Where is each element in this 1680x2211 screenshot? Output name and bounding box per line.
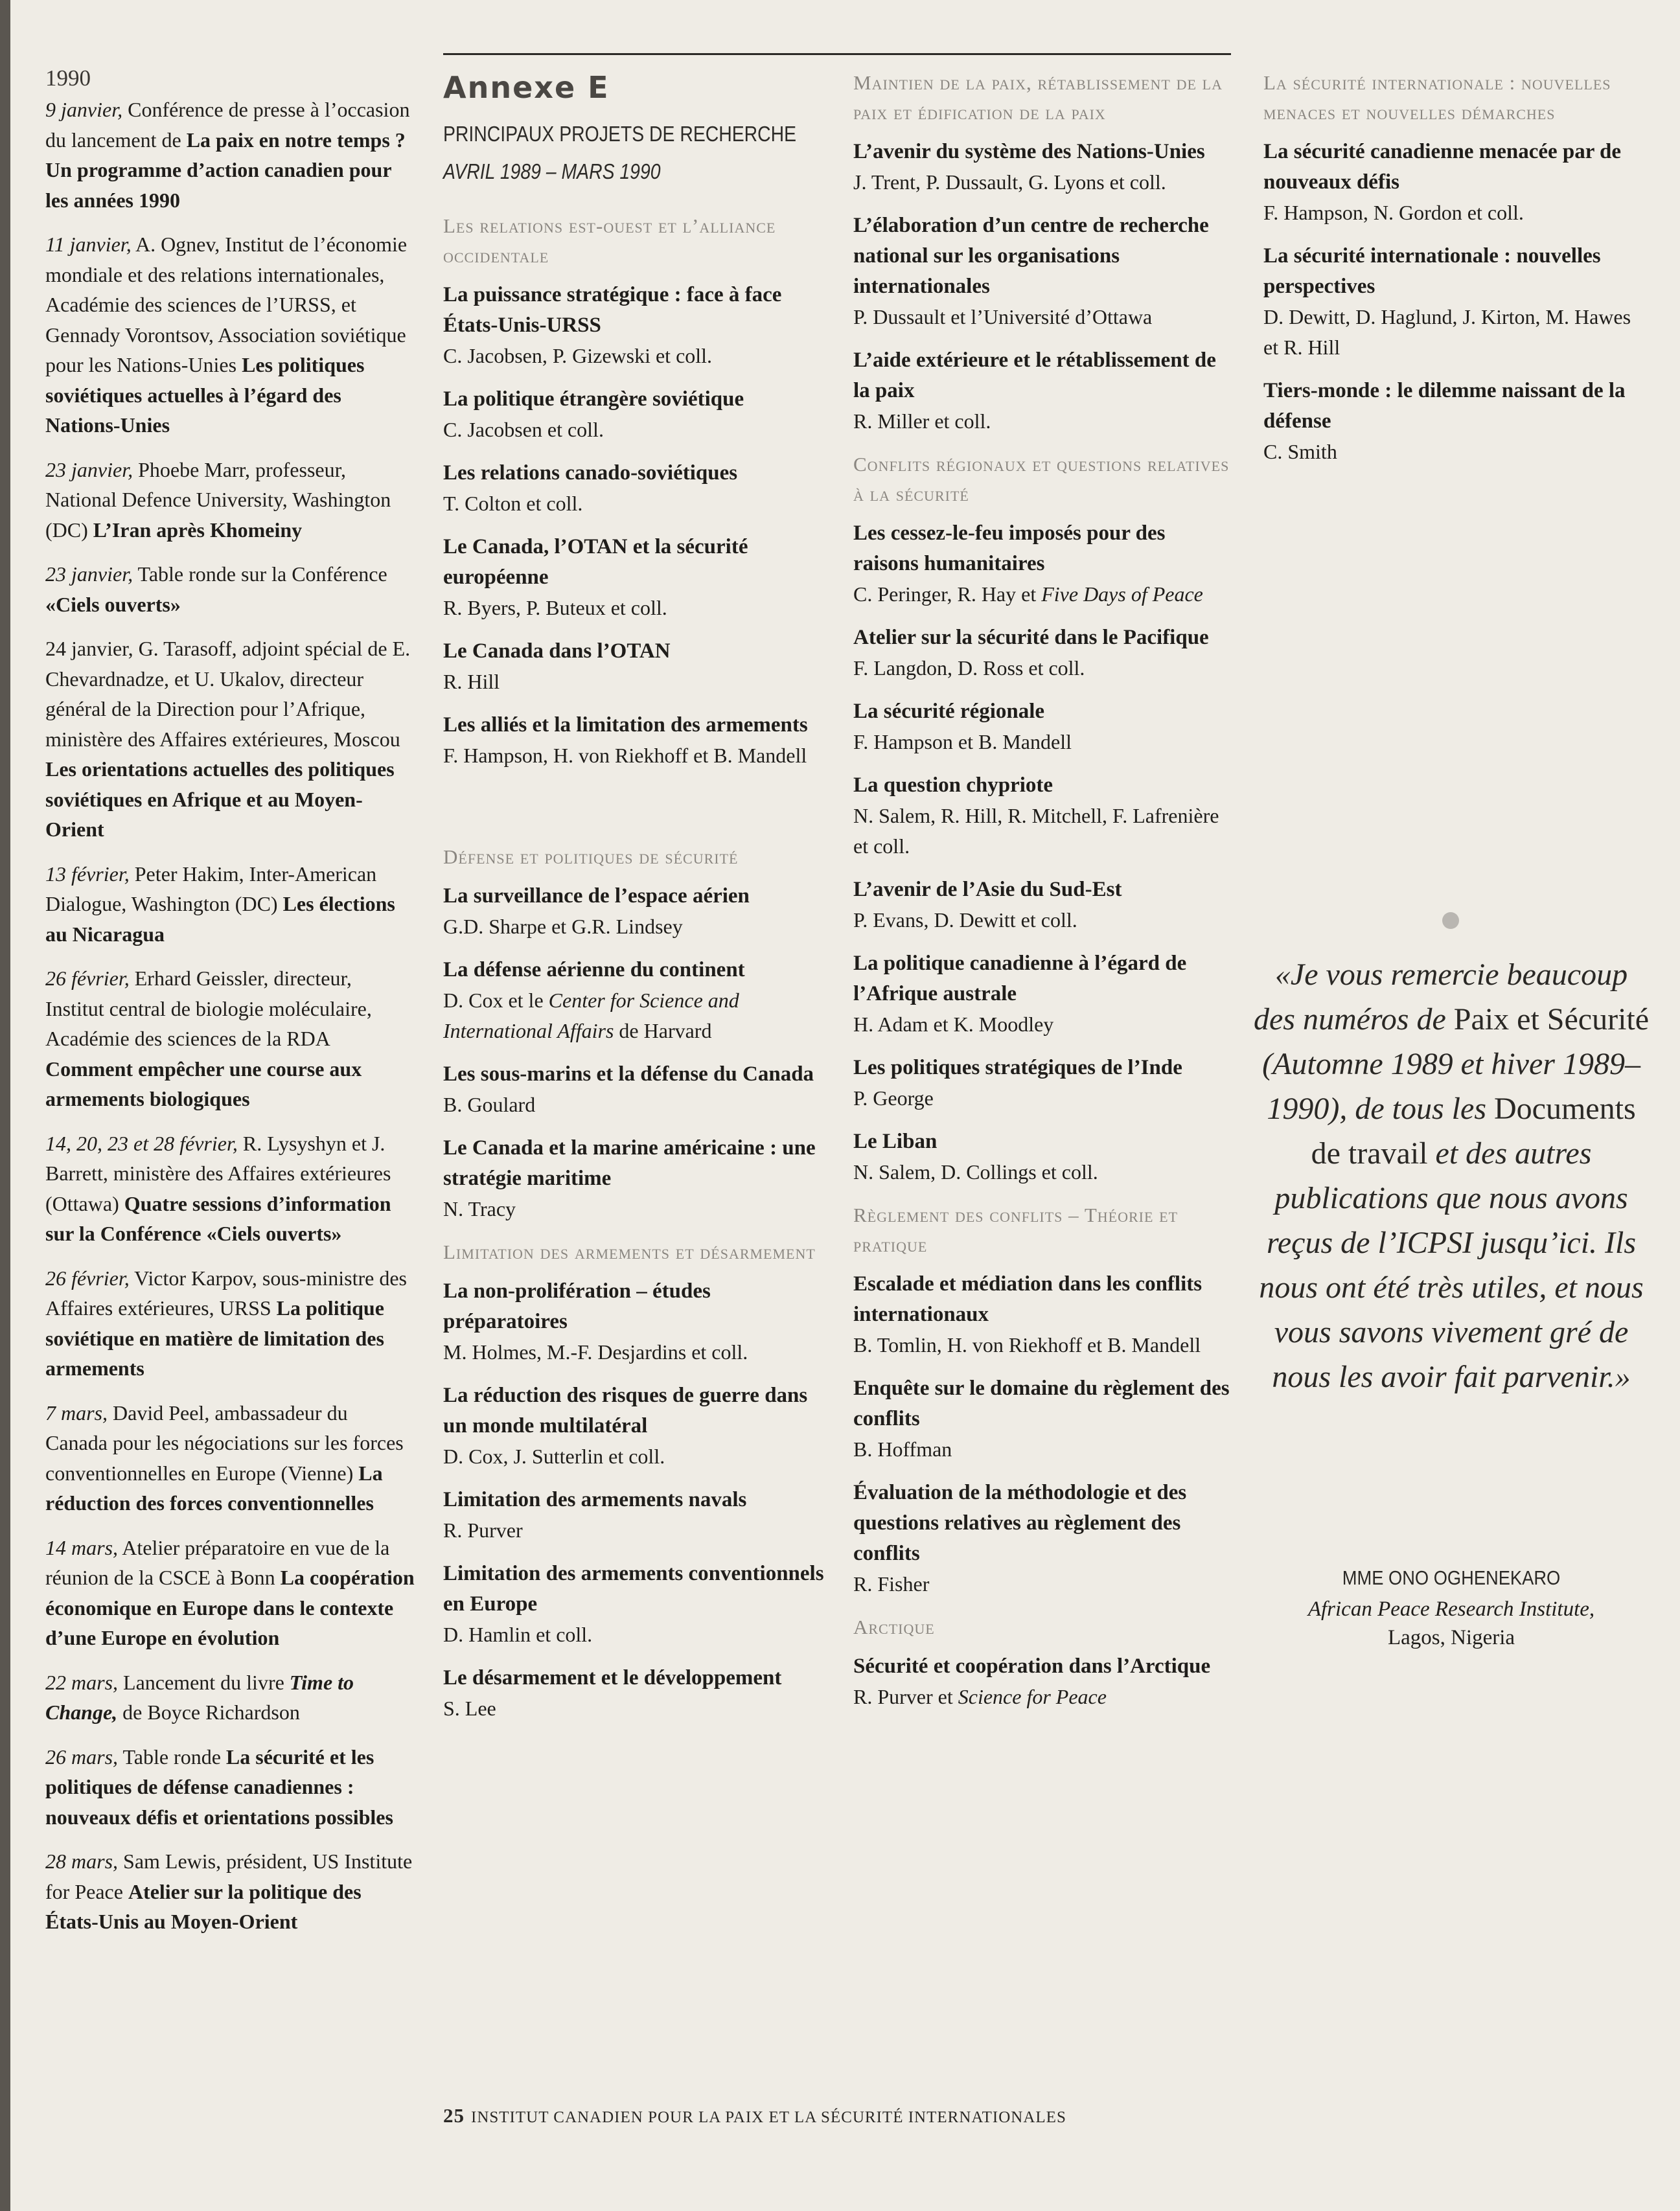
- project-authors-text: F. Hampson, H. von Riekhoff et B. Mandell: [443, 744, 807, 767]
- testimonial-quote: [1250, 952, 1652, 1399]
- page-edge: [0, 0, 10, 2211]
- project-authors: [443, 488, 832, 519]
- project-item: [853, 1373, 1236, 1465]
- project-authors: [853, 302, 1236, 332]
- section-international-security: [1263, 68, 1639, 467]
- section-heading: Défense et politiques de sécurité: [443, 845, 739, 868]
- event-description: 24 janvier, G. Tarasoff, adjoint spécial de E. Chevardnadze, et U. Ukalov, directeur général de la Direction pour l’Afrique, ministère des Affaires extérieures, Moscou: [45, 637, 411, 751]
- annexe-subtitle: PRINCIPAUX PROJETS DE RECHERCHE: [443, 122, 797, 146]
- project-item: [443, 1485, 832, 1546]
- event-item: [45, 859, 415, 950]
- event-date: 7 mars,: [45, 1401, 108, 1425]
- project-authors-text: N. Salem, R. Hill, R. Mitchell, F. Lafrenière et coll.: [853, 804, 1219, 858]
- event-date: 23 janvier,: [45, 562, 133, 586]
- event-title: La politique soviétique en matière de limitation des armements: [45, 1296, 384, 1380]
- event-title: L’Iran après Khomeiny: [93, 518, 303, 542]
- chronology-year: 1990: [45, 65, 91, 91]
- project-authors: [443, 1620, 832, 1650]
- project-authors-text: D. Cox et le: [443, 989, 549, 1012]
- project-title: La sécurité internationale : nouvelles perspectives: [1263, 244, 1601, 298]
- project-title: La puissance stratégique : face à face États-Unis-URSS: [443, 283, 782, 337]
- event-item: [45, 1533, 415, 1653]
- project-item: [853, 696, 1236, 757]
- project-authors: [853, 905, 1236, 935]
- project-authors: [1263, 198, 1639, 228]
- project-title: La surveillance de l’espace aérien: [443, 884, 750, 908]
- project-item: [1263, 376, 1639, 467]
- project-authors: [853, 406, 1236, 437]
- project-title: Le Canada, l’OTAN et la sécurité européenne: [443, 535, 748, 589]
- quote-author: MME ONO OGHENEKARO: [1342, 1566, 1561, 1589]
- project-authors-text: P. Dussault et l’Université d’Ottawa: [853, 305, 1153, 328]
- section-east-west: [443, 211, 832, 771]
- project-authors-text: F. Langdon, D. Ross et coll.: [853, 656, 1085, 680]
- project-authors: [443, 1090, 832, 1120]
- project-item: [443, 1276, 832, 1368]
- project-authors: [443, 1441, 832, 1472]
- project-item: [443, 280, 832, 371]
- event-list: [45, 95, 415, 1937]
- section-heading: La sécurité internationale : nouvelles menaces et nouvelles démarches: [1263, 71, 1611, 124]
- project-authors-text: N. Tracy: [443, 1197, 516, 1220]
- project-authors-text: P. Evans, D. Dewitt et coll.: [853, 908, 1077, 932]
- project-title: Les politiques stratégiques de l’Inde: [853, 1056, 1182, 1079]
- project-authors: [443, 1194, 832, 1224]
- event-date: 14 mars,: [45, 1535, 119, 1559]
- event-description: Table ronde: [118, 1745, 226, 1769]
- project-title: Le Liban: [853, 1130, 938, 1153]
- project-title: Les sous-marins et la défense du Canada: [443, 1062, 814, 1086]
- project-item: [853, 1478, 1236, 1599]
- project-authors-text: T. Colton et coll.: [443, 492, 583, 515]
- quote-text-3: et des autres publications que nous avons reçus de l’ICPSI jusqu’ici. Ils nous ont été très utiles, et nous vous savons vivement gré de nous les avoir fait parvenir.»: [1259, 1136, 1644, 1394]
- projects-column-4: [1263, 68, 1639, 480]
- event-item: [45, 963, 415, 1114]
- project-item: [443, 710, 832, 771]
- project-authors: [853, 1157, 1236, 1187]
- event-description: Victor Karpov, sous-ministre des Affaires extérieures, URSS: [45, 1266, 407, 1320]
- project-authors: [1263, 302, 1639, 363]
- section-heading: Limitation des armements et désarmement: [443, 1241, 816, 1263]
- event-description: A. Ognev, Institut de l’économie mondiale et des relations internationales, Académie des sciences de l’URSS, et Gennady Vorontsov, Association soviétique pour les Nations-Unies: [45, 233, 408, 376]
- event-date: 13 février,: [45, 862, 130, 886]
- project-authors: [443, 985, 832, 1046]
- project-title: Tiers-monde : le dilemme naissant de la défense: [1263, 379, 1626, 433]
- annexe-heading: Annexe E: [443, 70, 610, 105]
- project-authors-text: D. Cox, J. Sutterlin et coll.: [443, 1445, 665, 1468]
- project-item: [853, 345, 1236, 437]
- project-title: L’élaboration d’un centre de recherche national sur les organisations internationales: [853, 214, 1209, 298]
- project-item: [443, 1559, 832, 1650]
- event-item: [45, 1128, 415, 1249]
- event-item: [45, 455, 415, 545]
- section-conflict-resolution: [853, 1200, 1236, 1599]
- project-item: [853, 1269, 1236, 1360]
- project-authors: [853, 1330, 1236, 1360]
- event-description: David Peel, ambassadeur du Canada pour les négociations sur les forces conventionnelles en Europe (Vienne): [45, 1401, 404, 1485]
- project-authors-text: C. Jacobsen, P. Gizewski et coll.: [443, 344, 713, 367]
- event-date: 22 mars,: [45, 1670, 119, 1694]
- event-item: [45, 1398, 415, 1518]
- event-date: 14, 20, 23 et 28 février,: [45, 1131, 238, 1155]
- event-title: Quatre sessions d’information sur la Conférence «Ciels ouverts»: [45, 1191, 391, 1245]
- project-authors-text: F. Hampson et B. Mandell: [853, 730, 1072, 753]
- event-item: [45, 1667, 415, 1728]
- projects-column-2: [443, 51, 832, 1737]
- event-description: Phoebe Marr, professeur, National Defence University, Washington (DC): [45, 457, 391, 542]
- event-title: La paix en notre temps ? Un programme d’action canadien pour les années 1990: [45, 128, 406, 212]
- project-authors: [853, 653, 1236, 683]
- project-title: Escalade et médiation dans les conflits internationaux: [853, 1272, 1202, 1326]
- project-item: [853, 1127, 1236, 1187]
- project-title: La non-prolifération – études préparatoires: [443, 1279, 711, 1333]
- annexe-period: AVRIL 1989 – MARS 1990: [443, 159, 661, 183]
- project-item: [443, 1133, 832, 1224]
- project-authors-text: B. Goulard: [443, 1093, 536, 1116]
- project-title: La défense aérienne du continent: [443, 958, 745, 981]
- event-item: [45, 1846, 415, 1937]
- project-item: [443, 384, 832, 445]
- event-item: [45, 1742, 415, 1833]
- project-title: Les cessez-le-feu imposés pour des raisons humanitaires: [853, 521, 1166, 575]
- project-item: [443, 1380, 832, 1472]
- section-defense: [443, 842, 832, 1224]
- project-authors: [443, 415, 832, 445]
- project-authors-text: N. Salem, D. Collings et coll.: [853, 1160, 1098, 1184]
- project-item: [443, 1059, 832, 1120]
- project-item: [1263, 241, 1639, 363]
- project-authors-text: F. Hampson, N. Gordon et coll.: [1263, 201, 1524, 224]
- project-item: [853, 623, 1236, 683]
- project-title: L’avenir de l’Asie du Sud-Est: [853, 878, 1122, 901]
- project-authors: [853, 727, 1236, 757]
- project-title: Les relations canado-soviétiques: [443, 461, 738, 485]
- event-date: 23 janvier,: [45, 457, 133, 481]
- project-title: La politique canadienne à l’égard de l’Afrique australe: [853, 952, 1187, 1005]
- projects-column-3: [853, 68, 1236, 1725]
- project-authors-text: D. Dewitt, D. Haglund, J. Kirton, M. Hawes et R. Hill: [1263, 305, 1631, 359]
- event-description: Table ronde sur la Conférence: [133, 562, 387, 586]
- event-description: Erhard Geissler, directeur, Institut central de biologie moléculaire, Académie des sciences de la RDA: [45, 967, 372, 1050]
- project-authors: [853, 801, 1236, 862]
- section-heading: Règlement des conflits – Théorie et pratique: [853, 1204, 1179, 1256]
- event-title: La sécurité et les politiques de défense canadiennes : nouveaux défis et orientations possibles: [45, 1745, 393, 1829]
- event-title: La coopération économique en Europe dans le contexte d’une Europe en évolution: [45, 1566, 415, 1649]
- project-authors-text: G.D. Sharpe et G.R. Lindsey: [443, 915, 683, 938]
- project-item: [853, 1053, 1236, 1114]
- event-description: Peter Hakim, Inter-American Dialogue, Washington (DC): [45, 862, 377, 915]
- project-item: [443, 955, 832, 1046]
- project-authors: [853, 1682, 1236, 1712]
- project-item: [853, 518, 1236, 610]
- section-arctic: [853, 1612, 1236, 1712]
- project-authors-text: B. Hoffman: [853, 1438, 952, 1461]
- project-title: Atelier sur la sécurité dans le Pacifique: [853, 626, 1209, 649]
- project-authors: [443, 1515, 832, 1546]
- project-authors: [853, 167, 1236, 198]
- event-description: Conférence de presse à l’occasion du lancement de: [45, 98, 410, 152]
- quote-city: Lagos, Nigeria: [1387, 1626, 1515, 1649]
- project-title: La question chypriote: [853, 773, 1053, 797]
- project-authors-text: C. Jacobsen et coll.: [443, 418, 604, 441]
- event-title: La réduction des forces conventionnelles: [45, 1461, 383, 1515]
- project-item: [853, 875, 1236, 935]
- project-item: [853, 948, 1236, 1040]
- project-item: [853, 137, 1236, 198]
- project-authors: [1263, 437, 1639, 467]
- event-item: [45, 229, 415, 441]
- project-title: Le Canada et la marine américaine : une stratégie maritime: [443, 1136, 816, 1190]
- project-authors: [853, 1569, 1236, 1599]
- project-authors: [443, 740, 832, 771]
- project-title: L’avenir du système des Nations-Unies: [853, 140, 1205, 163]
- section-peacekeeping: [853, 68, 1236, 437]
- project-authors: [853, 1083, 1236, 1114]
- project-title: La réduction des risques de guerre dans un monde multilatéral: [443, 1384, 808, 1438]
- event-description: Atelier préparatoire en vue de la réunion de la CSCE à Bonn: [45, 1535, 390, 1589]
- project-authors-text: R. Fisher: [853, 1572, 930, 1596]
- project-authors-text: R. Purver: [443, 1518, 523, 1542]
- event-book-title: Time to Change,: [45, 1670, 354, 1724]
- event-description: Lancement du livre: [118, 1670, 290, 1694]
- project-authors-text: C. Peringer, R. Hay et: [853, 582, 1042, 606]
- project-authors: [443, 341, 832, 371]
- project-item: [443, 458, 832, 519]
- chronology-column: [45, 65, 415, 1951]
- event-date: 28 mars,: [45, 1850, 119, 1873]
- project-authors-text: R. Purver et: [853, 1685, 958, 1708]
- bullet-dot: [1442, 912, 1459, 929]
- project-authors-text: D. Hamlin et coll.: [443, 1623, 593, 1646]
- project-authors-text: R. Hill: [443, 670, 500, 693]
- project-title: Limitation des armements conventionnels en Europe: [443, 1562, 824, 1616]
- event-title: Les politiques soviétiques actuelles à l’égard des Nations-Unies: [45, 353, 365, 437]
- event-item: [45, 95, 415, 215]
- project-authors-italic: Science for Peace: [958, 1685, 1107, 1708]
- project-item: [443, 636, 832, 697]
- event-title: «Ciels ouverts»: [45, 592, 181, 616]
- project-authors-text-2: de Harvard: [614, 1019, 712, 1042]
- project-title: Le désarmement et le développement: [443, 1666, 782, 1690]
- quote-publication: Paix et Sécurité: [1453, 1002, 1650, 1037]
- project-authors: [853, 1434, 1236, 1465]
- project-item: [853, 770, 1236, 862]
- event-item: [45, 634, 415, 845]
- project-item: [443, 881, 832, 942]
- event-title: Les orientations actuelles des politiques soviétiques en Afrique et au Moyen-Orient: [45, 757, 395, 841]
- section-heading: Les relations est-ouest et l’alliance occidentale: [443, 214, 776, 267]
- project-authors-text: J. Trent, P. Dussault, G. Lyons et coll.: [853, 170, 1166, 194]
- event-item: [45, 1263, 415, 1384]
- event-date: 11 janvier,: [45, 233, 132, 256]
- project-authors-italic: Center for Science and International Affairs: [443, 989, 739, 1042]
- project-authors-text: S. Lee: [443, 1697, 496, 1720]
- project-title: La politique étrangère soviétique: [443, 387, 744, 411]
- project-authors: [443, 911, 832, 942]
- project-authors-text: R. Miller et coll.: [853, 409, 991, 433]
- project-title: Les alliés et la limitation des armements: [443, 713, 808, 737]
- project-authors-text: C. Smith: [1263, 440, 1337, 463]
- quote-text-2: (Automne 1989 et hiver 1989–1990), de tous les: [1262, 1047, 1640, 1126]
- section-arms-limitation: [443, 1237, 832, 1724]
- project-title: Sécurité et coopération dans l’Arctique: [853, 1655, 1211, 1678]
- project-title: L’aide extérieure et le rétablissement de la paix: [853, 349, 1216, 402]
- event-date: 26 février,: [45, 967, 130, 990]
- project-title: Limitation des armements navals: [443, 1488, 747, 1511]
- section-regional-conflicts: [853, 450, 1236, 1187]
- event-title: Comment empêcher une course aux armements biologiques: [45, 1057, 362, 1110]
- project-authors: [443, 667, 832, 697]
- project-title: Évaluation de la méthodologie et des questions relatives au règlement des conflits: [853, 1481, 1187, 1565]
- project-authors-italic: Five Days of Peace: [1041, 582, 1203, 606]
- project-title: Le Canada dans l’OTAN: [443, 639, 671, 663]
- event-description: Sam Lewis, président, US Institute for Peace: [45, 1850, 413, 1903]
- project-title: Enquête sur le domaine du règlement des conflits: [853, 1377, 1230, 1430]
- event-item: [45, 559, 415, 619]
- event-date: 9 janvier,: [45, 98, 123, 121]
- project-authors-text: H. Adam et K. Moodley: [853, 1013, 1054, 1036]
- project-authors-text: P. George: [853, 1086, 934, 1110]
- quote-text-1: «Je vous remercie beaucoup des numéros de: [1253, 957, 1628, 1037]
- project-authors: [443, 593, 832, 623]
- page-number: 25: [443, 2104, 465, 2127]
- project-item: [1263, 137, 1639, 228]
- project-authors-text: R. Byers, P. Buteux et coll.: [443, 596, 667, 619]
- footer-text: INSTITUT CANADIEN POUR LA PAIX ET LA SÉCURITÉ INTERNATIONALES: [471, 2109, 1066, 2126]
- project-item: [443, 1663, 832, 1724]
- project-item: [853, 211, 1236, 332]
- project-authors: [443, 1337, 832, 1368]
- project-title: La sécurité régionale: [853, 700, 1045, 723]
- quote-organization: African Peace Research Institute,: [1307, 1598, 1595, 1621]
- project-title: La sécurité canadienne menacée par de nouveaux défis: [1263, 140, 1622, 194]
- page-footer: [443, 2104, 1066, 2127]
- section-heading: Maintien de la paix, rétablissement de la paix et édification de la paix: [853, 71, 1223, 124]
- event-date: 26 mars,: [45, 1745, 119, 1769]
- event-date: 26 février,: [45, 1266, 130, 1290]
- section-heading: Conflits régionaux et questions relatives à la sécurité: [853, 453, 1230, 505]
- project-item: [853, 1651, 1236, 1712]
- project-authors: [853, 579, 1236, 610]
- event-title: Les élections au Nicaragua: [45, 892, 395, 946]
- section-heading: Arctique: [853, 1616, 935, 1638]
- project-authors: [853, 1009, 1236, 1040]
- quote-publication-2: Documents de travail: [1311, 1092, 1636, 1171]
- event-description: R. Lysyshyn et J. Barrett, ministère des Affaires extérieures (Ottawa): [45, 1131, 391, 1215]
- project-authors-text: B. Tomlin, H. von Riekhoff et B. Mandell: [853, 1333, 1201, 1357]
- project-item: [443, 532, 832, 623]
- project-authors-text: M. Holmes, M.-F. Desjardins et coll.: [443, 1340, 748, 1364]
- event-description-2: de Boyce Richardson: [117, 1701, 300, 1724]
- project-authors: [443, 1693, 832, 1724]
- event-title: Atelier sur la politique des États-Unis au Moyen-Orient: [45, 1879, 362, 1933]
